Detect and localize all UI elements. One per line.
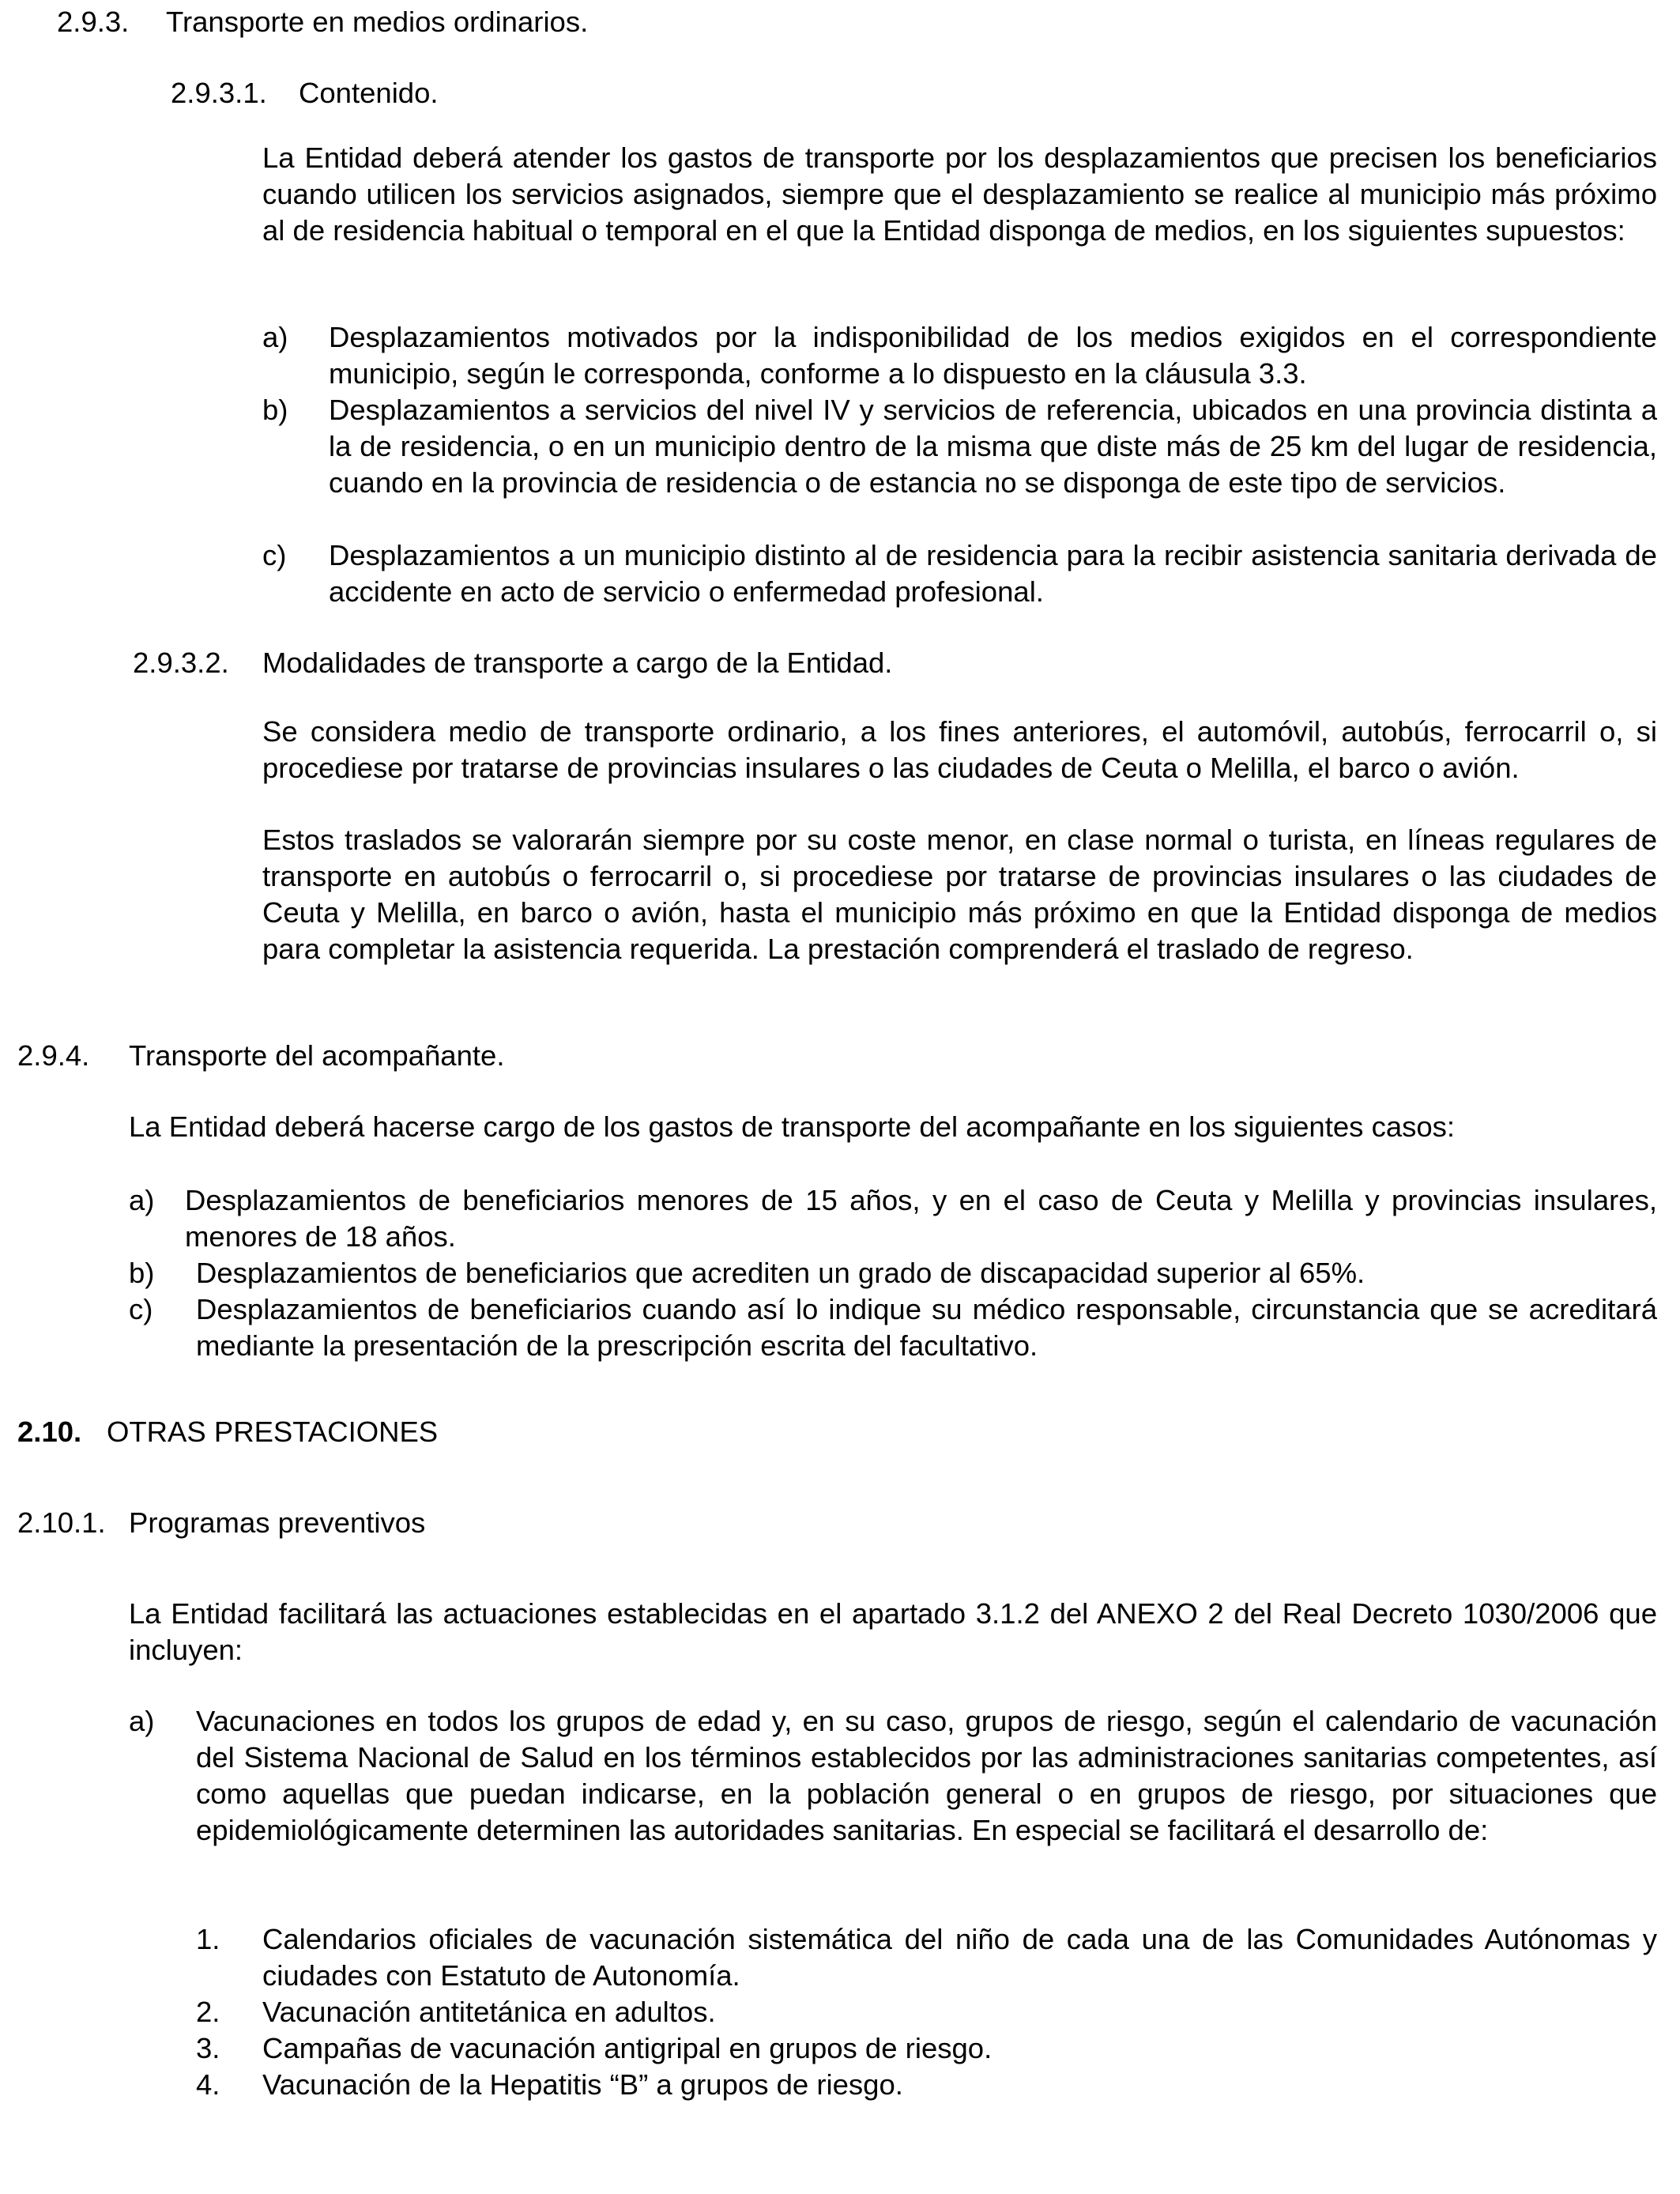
numbered-marker: 1. xyxy=(196,1923,220,1955)
list-marker: c) xyxy=(262,539,287,571)
list-item-text: Desplazamientos a un municipio distinto al de residencia para la recibir asistencia sanitaria derivada de accidente en acto de servicio o enfermedad profesional. xyxy=(329,539,1657,608)
section-title-2-9-3-1: Contenido. xyxy=(299,77,439,109)
section-number-2-10: 2.10. xyxy=(17,1416,82,1448)
paragraph-content-intro: La Entidad deberá atender los gastos de transporte por los desplazamientos que precisen los beneficiarios cuando utilicen los servicios asignados, siempre que el desplazamiento se realice al municipio más próximo al de residencia habitual o temporal en el que la Entidad disponga de medios, en los siguientes supuestos: xyxy=(262,141,1657,247)
numbered-marker: 4. xyxy=(196,2068,220,2101)
list-item-text: Desplazamientos de beneficiarios menores de 15 años, y en el caso de Ceuta y Melilla y provincias insulares, menores de 18 años. xyxy=(185,1184,1657,1253)
section-title-2-9-4: Transporte del acompañante. xyxy=(129,1039,505,1072)
list-marker: a) xyxy=(129,1184,155,1216)
numbered-item-text: Campañas de vacunación antigripal en grupos de riesgo. xyxy=(262,2032,993,2064)
paragraph-modalidades-2: Estos traslados se valorarán siempre por su coste menor, en clase normal o turista, en líneas regulares de transporte en autobús o ferrocarril o, si procediese por tratarse de provincias insulares o las ciudades de Ceuta y Melilla, en barco o avión, hasta el municipio más próximo en que la Entidad disponga de medios para completar la asistencia requerida. La prestación comprenderá el traslado de regreso. xyxy=(262,824,1657,965)
list-marker: b) xyxy=(262,394,288,426)
paragraph-acompanante-intro: La Entidad deberá hacerse cargo de los gastos de transporte del acompañante en los siguientes casos: xyxy=(129,1110,1456,1143)
list-marker: a) xyxy=(129,1705,155,1737)
section-title-2-10-1: Programas preventivos xyxy=(129,1506,426,1539)
numbered-marker: 2. xyxy=(196,1996,220,2028)
list-marker: c) xyxy=(129,1293,153,1325)
section-number-2-9-4: 2.9.4. xyxy=(17,1039,90,1072)
numbered-item-text: Vacunación antitetánica en adultos. xyxy=(262,1996,716,2028)
list-item-text: Vacunaciones en todos los grupos de edad y, en su caso, grupos de riesgo, según el calendario de vacunación del Sistema Nacional de Salud en los términos establecidos por las administraciones sanitarias competentes, así como aquellas que puedan indicarse, en la población general o en grupos de riesgo, por situaciones que epidemiológicamente determinen las autoridades sanitarias. En especial se facilitará el desarrollo de: xyxy=(196,1705,1657,1846)
numbered-item-text: Calendarios oficiales de vacunación sistemática del niño de cada una de las Comunidades Autónomas y ciudades con Estatuto de Autonomía. xyxy=(262,1923,1657,1992)
numbered-marker: 3. xyxy=(196,2032,220,2064)
section-number-2-9-3: 2.9.3. xyxy=(57,6,130,38)
list-marker: b) xyxy=(129,1257,155,1289)
list-marker: a) xyxy=(262,321,288,353)
list-item-text: Desplazamientos de beneficiarios que acrediten un grado de discapacidad superior al 65%. xyxy=(196,1257,1365,1289)
list-item-text: Desplazamientos a servicios del nivel IV y servicios de referencia, ubicados en una provincia distinta a la de residencia, o en un municipio dentro de la misma que diste más de 25 km del lugar de residencia, cuando en la provincia de residencia o de estancia no se disponga de este tipo de servicios. xyxy=(329,394,1657,499)
numbered-item-text: Vacunación de la Hepatitis “B” a grupos de riesgo. xyxy=(262,2068,903,2101)
section-number-2-9-3-1: 2.9.3.1. xyxy=(171,77,267,109)
section-title-2-10: OTRAS PRESTACIONES xyxy=(107,1416,439,1448)
list-item-text: Desplazamientos de beneficiarios cuando así lo indique su médico responsable, circunstancia que se acreditará mediante la presentación de la prescripción escrita del facultativo. xyxy=(196,1293,1657,1362)
paragraph-modalidades-1: Se considera medio de transporte ordinario, a los fines anteriores, el automóvil, autobús, ferrocarril o, si procediese por tratarse de provincias insulares o las ciudades de Ceuta o Melilla, el barco o avión. xyxy=(262,715,1657,784)
section-number-2-9-3-2: 2.9.3.2. xyxy=(133,647,229,679)
list-item-text: Desplazamientos motivados por la indisponibilidad de los medios exigidos en el correspondiente municipio, según le corresponda, conforme a lo dispuesto en la cláusula 3.3. xyxy=(329,321,1657,390)
section-number-2-10-1: 2.10.1. xyxy=(17,1506,106,1539)
section-title-2-9-3: Transporte en medios ordinarios. xyxy=(166,6,589,38)
paragraph-programas-intro: La Entidad facilitará las actuaciones establecidas en el apartado 3.1.2 del ANEXO 2 del Real Decreto 1030/2006 que incluyen: xyxy=(129,1597,1657,1666)
section-title-2-9-3-2: Modalidades de transporte a cargo de la Entidad. xyxy=(262,647,893,679)
